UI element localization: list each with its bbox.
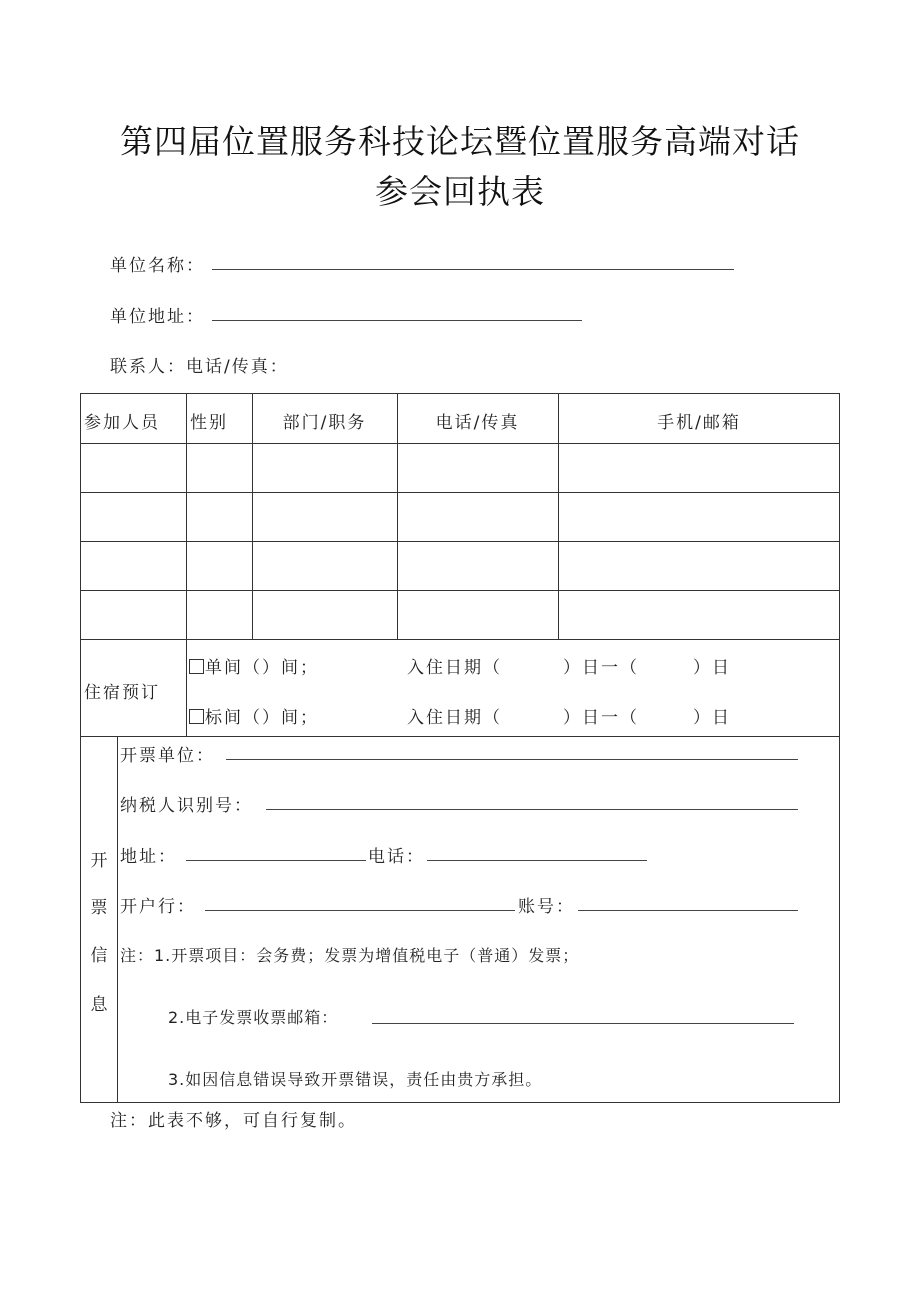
invoice-note-1: 注：1.开票项目：会务费；发票为增值税电子（普通）发票； [120, 946, 580, 965]
unit-address-field[interactable] [212, 320, 582, 321]
invoice-unit-field[interactable] [226, 759, 798, 760]
table-row-divider [81, 590, 839, 591]
header-department: 部门/职务 [282, 413, 367, 433]
single-room-text: 单间（）间； [205, 658, 319, 678]
header-phone-fax: 电话/传真 [435, 413, 520, 433]
tax-id-label: 纳税人识别号： [120, 796, 253, 816]
single-room-option[interactable] [189, 653, 319, 678]
invoice-phone-label: 电话： [368, 847, 425, 867]
twin-checkin-label: 入住日期（ [407, 708, 502, 728]
twin-room-option[interactable] [189, 703, 319, 728]
invoice-label-char: 开 [90, 851, 108, 871]
twin-day-to: ）日一（ [563, 708, 639, 728]
unit-name-label: 单位名称： [110, 256, 205, 276]
single-day-to: ）日一（ [563, 658, 639, 678]
invoice-unit-label: 开票单位： [120, 746, 215, 766]
invoice-label-char: 票 [90, 898, 108, 918]
contact-label: 联系人：电话/传真： [110, 357, 289, 377]
table-row-divider [81, 492, 839, 493]
table-col-divider [117, 736, 118, 1102]
twin-room-checkbox[interactable] [189, 709, 204, 724]
header-mobile-email: 手机/邮箱 [657, 413, 741, 433]
twin-day-end: ）日 [693, 708, 731, 728]
table-row-divider [81, 639, 839, 640]
header-participant: 参加人员 [84, 413, 160, 433]
invoice-address-label: 地址： [120, 847, 177, 867]
twin-room-text: 标间（）间； [205, 708, 319, 728]
lodging-label: 住宿预订 [84, 683, 160, 703]
bank-label: 开户行： [120, 897, 196, 917]
form-title-line1: 第四届位置服务科技论坛暨位置服务高端对话 [120, 122, 800, 161]
table-col-divider [186, 394, 187, 639]
bank-field[interactable] [205, 910, 515, 911]
tax-id-field[interactable] [266, 809, 798, 810]
unit-name-field[interactable] [212, 269, 734, 270]
invoice-label-char: 信 [90, 946, 108, 966]
header-gender: 性别 [190, 413, 228, 433]
invoice-label-char: 息 [90, 995, 108, 1015]
account-field[interactable] [578, 910, 798, 911]
table-row-divider [81, 736, 839, 737]
invoice-email-field[interactable] [372, 1023, 794, 1024]
footer-note: 注：此表不够，可自行复制。 [110, 1111, 357, 1131]
table-row-divider [81, 443, 839, 444]
account-label: 账号： [518, 897, 575, 917]
invoice-note-2: 2.电子发票收票邮箱： [168, 1008, 339, 1027]
invoice-phone-field[interactable] [427, 860, 647, 861]
form-title-line2: 参会回执表 [375, 172, 545, 211]
table-row-divider [81, 541, 839, 542]
unit-address-label: 单位地址： [110, 307, 205, 327]
single-checkin-label: 入住日期（ [407, 658, 502, 678]
table-col-divider [186, 639, 187, 736]
single-room-checkbox[interactable] [189, 659, 204, 674]
single-day-end: ）日 [693, 658, 731, 678]
invoice-note-3: 3.如因信息错误导致开票错误，责任由贵方承担。 [168, 1070, 543, 1089]
invoice-address-field[interactable] [186, 860, 366, 861]
